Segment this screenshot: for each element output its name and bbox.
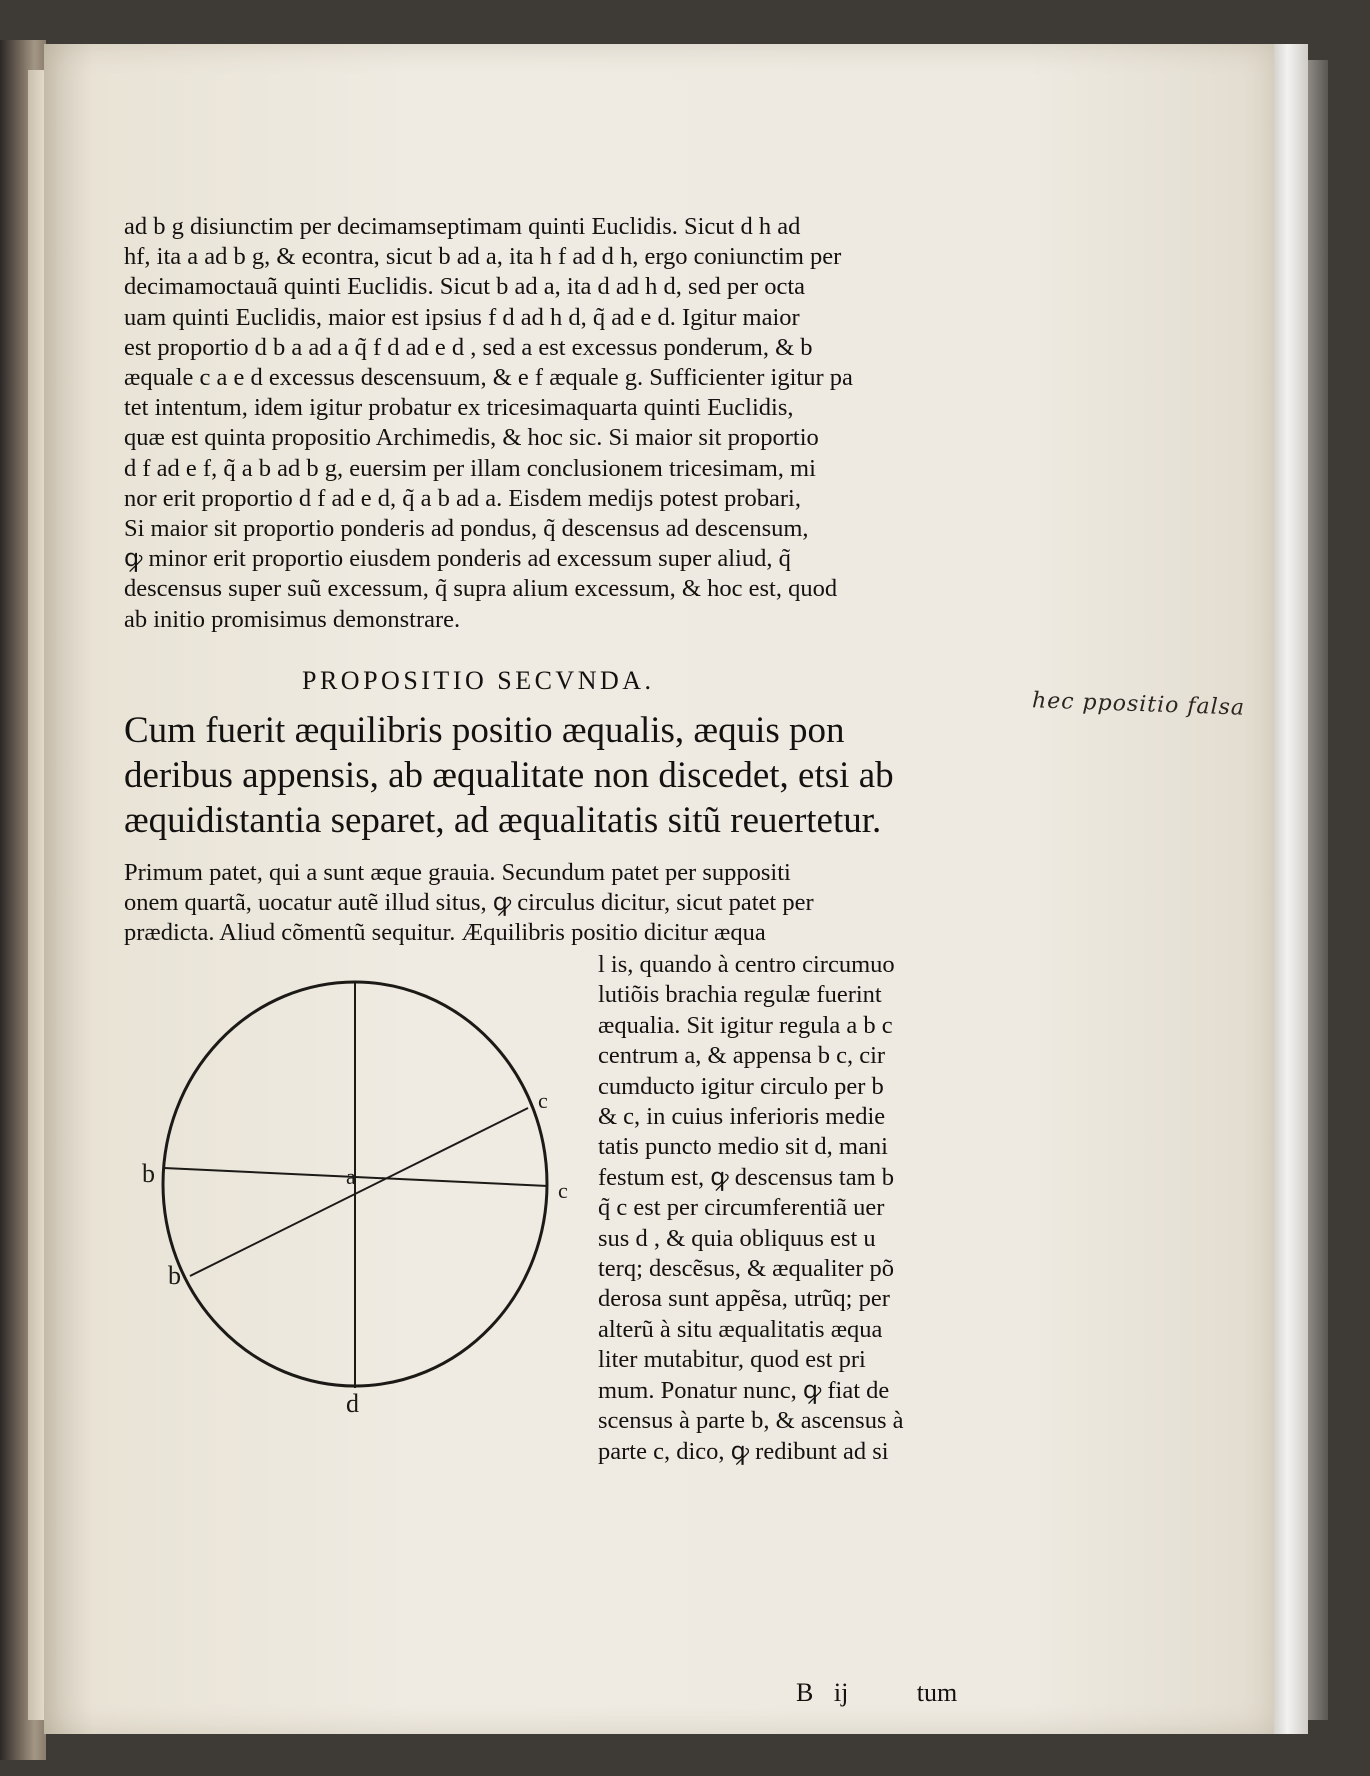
text-line: ꝙ minor erit proportio eiusdem ponderis ad excessum super aliud, q̃ (124, 545, 791, 573)
text-line: Primum patet, qui a sunt æque grauia. Secundum patet per suppositi (124, 859, 791, 886)
oblique-beam (190, 1108, 528, 1276)
balance-circle-diagram (130, 968, 590, 1424)
text-line: parte c, dico, ꝙ redibunt ad si (598, 1437, 889, 1465)
text-line: æqualia. Sit igitur regula a b c (598, 1011, 893, 1039)
text-line: q̃ c est per circumferentiã uer (598, 1194, 885, 1222)
text-line: derosa sunt appẽsa, utrũq; per (598, 1285, 890, 1313)
proposition-statement (124, 708, 984, 843)
text-line: d f ad e f, q̃ a b ad b g, euersim per illam conclusionem tricesimam, mi (124, 454, 816, 482)
commentary-paragraph (124, 858, 984, 948)
paragraph-continued (124, 212, 984, 635)
label-left: b (142, 1159, 155, 1188)
text-line: prædicta. Aliud cõmentũ sequitur. Æquilibris positio dicitur æqua (124, 919, 766, 946)
text-line: tatis puncto medio sit d, mani (598, 1133, 888, 1161)
text-line: festum est, ꝙ descensus tam b (598, 1163, 895, 1191)
catchword: tum (916, 1678, 958, 1707)
label-center: a (346, 1164, 356, 1189)
text-line: Si maior sit proportio ponderis ad pondus, q̃ descensus ad descensum, (124, 515, 809, 543)
section-heading: PROPOSITIO SECVNDA. (302, 666, 655, 695)
text-line: descensus super suũ excessum, q̃ supra alium excessum, & hoc est, quod (124, 575, 838, 603)
signature-mark: B (796, 1678, 814, 1707)
text-line: mum. Ponatur nunc, ꝙ fiat de (598, 1376, 890, 1404)
text-column-right (598, 950, 988, 1467)
signature-line (796, 1678, 957, 1708)
text-line: liter mutabitur, quod est pri (598, 1346, 866, 1374)
label-bottom: d (346, 1389, 359, 1418)
text-line: terq; descẽsus, & æqualiter põ (598, 1255, 894, 1283)
text-line: alterũ à situ æqualitatis æqua (598, 1315, 883, 1343)
text-line: decimamoctauã quinti Euclidis. Sicut b ad a, ita d ad h d, sed per octa (124, 273, 806, 301)
text-line: quæ est quinta propositio Archimedis, & hoc sic. Si maior sit proportio (124, 424, 819, 452)
text-line: l is, quando à centro circumuo (598, 951, 895, 978)
text-line: uam quinti Euclidis, maior est ipsius f d ad h d, q̃ ad e d. Igitur maior (124, 303, 800, 331)
label-upper-right: c (538, 1088, 548, 1113)
book-cover-edge (1308, 60, 1328, 1720)
text-line: nor erit proportio d f ad e d, q̃ a b ad a. Eisdem medijs potest probari, (124, 484, 801, 512)
text-line: ab initio promisimus demonstrare. (124, 605, 461, 633)
text-line: hf, ita a ad b g, & econtra, sicut b ad a, ita h f ad d h, ergo coniunctim per (124, 243, 842, 271)
proposition-line: Cum fuerit æquilibris positio æqualis, æquis pon (124, 710, 845, 751)
handwritten-marginal-note: hec ppositio falsa (1031, 688, 1246, 721)
text-line: tet intentum, idem igitur probatur ex tricesimaquarta quinti Euclidis, (124, 394, 794, 422)
text-line: sus d , & quia obliquus est u (598, 1224, 876, 1252)
label-lower-left: b (168, 1261, 181, 1290)
text-line: æquale c a e d excessus descensuum, & e f æquale g. Sufficienter igitur pa (124, 364, 853, 392)
text-line: ad b g disiunctim per decimamseptimam quinti Euclidis. Sicut d h ad (124, 213, 801, 240)
proposition-line: æquidistantia separet, ad æqualitatis sitũ reuertetur. (124, 800, 882, 841)
text-line: scensus à parte b, & ascensus à (598, 1407, 904, 1435)
label-right: c (558, 1178, 568, 1203)
text-line: centrum a, & appensa b c, cir (598, 1042, 886, 1070)
text-line: & c, in cuius inferioris medie (598, 1103, 886, 1131)
text-line: cumducto igitur circulo per b (598, 1072, 884, 1100)
signature-number: ij (833, 1678, 849, 1707)
text-line: onem quartã, uocatur autẽ illud situs, ꝙ circulus dicitur, sicut patet per (124, 889, 814, 916)
proposition-line: deribus appensis, ab æqualitate non discedet, etsi ab (124, 755, 894, 796)
page-fore-edge (1274, 44, 1308, 1734)
text-line: est proportio d b a ad a q̃ f d ad e d , sed a est excessus ponderum, & b (124, 333, 813, 361)
text-line: lutiõis brachia regulæ fuerint (598, 981, 882, 1009)
